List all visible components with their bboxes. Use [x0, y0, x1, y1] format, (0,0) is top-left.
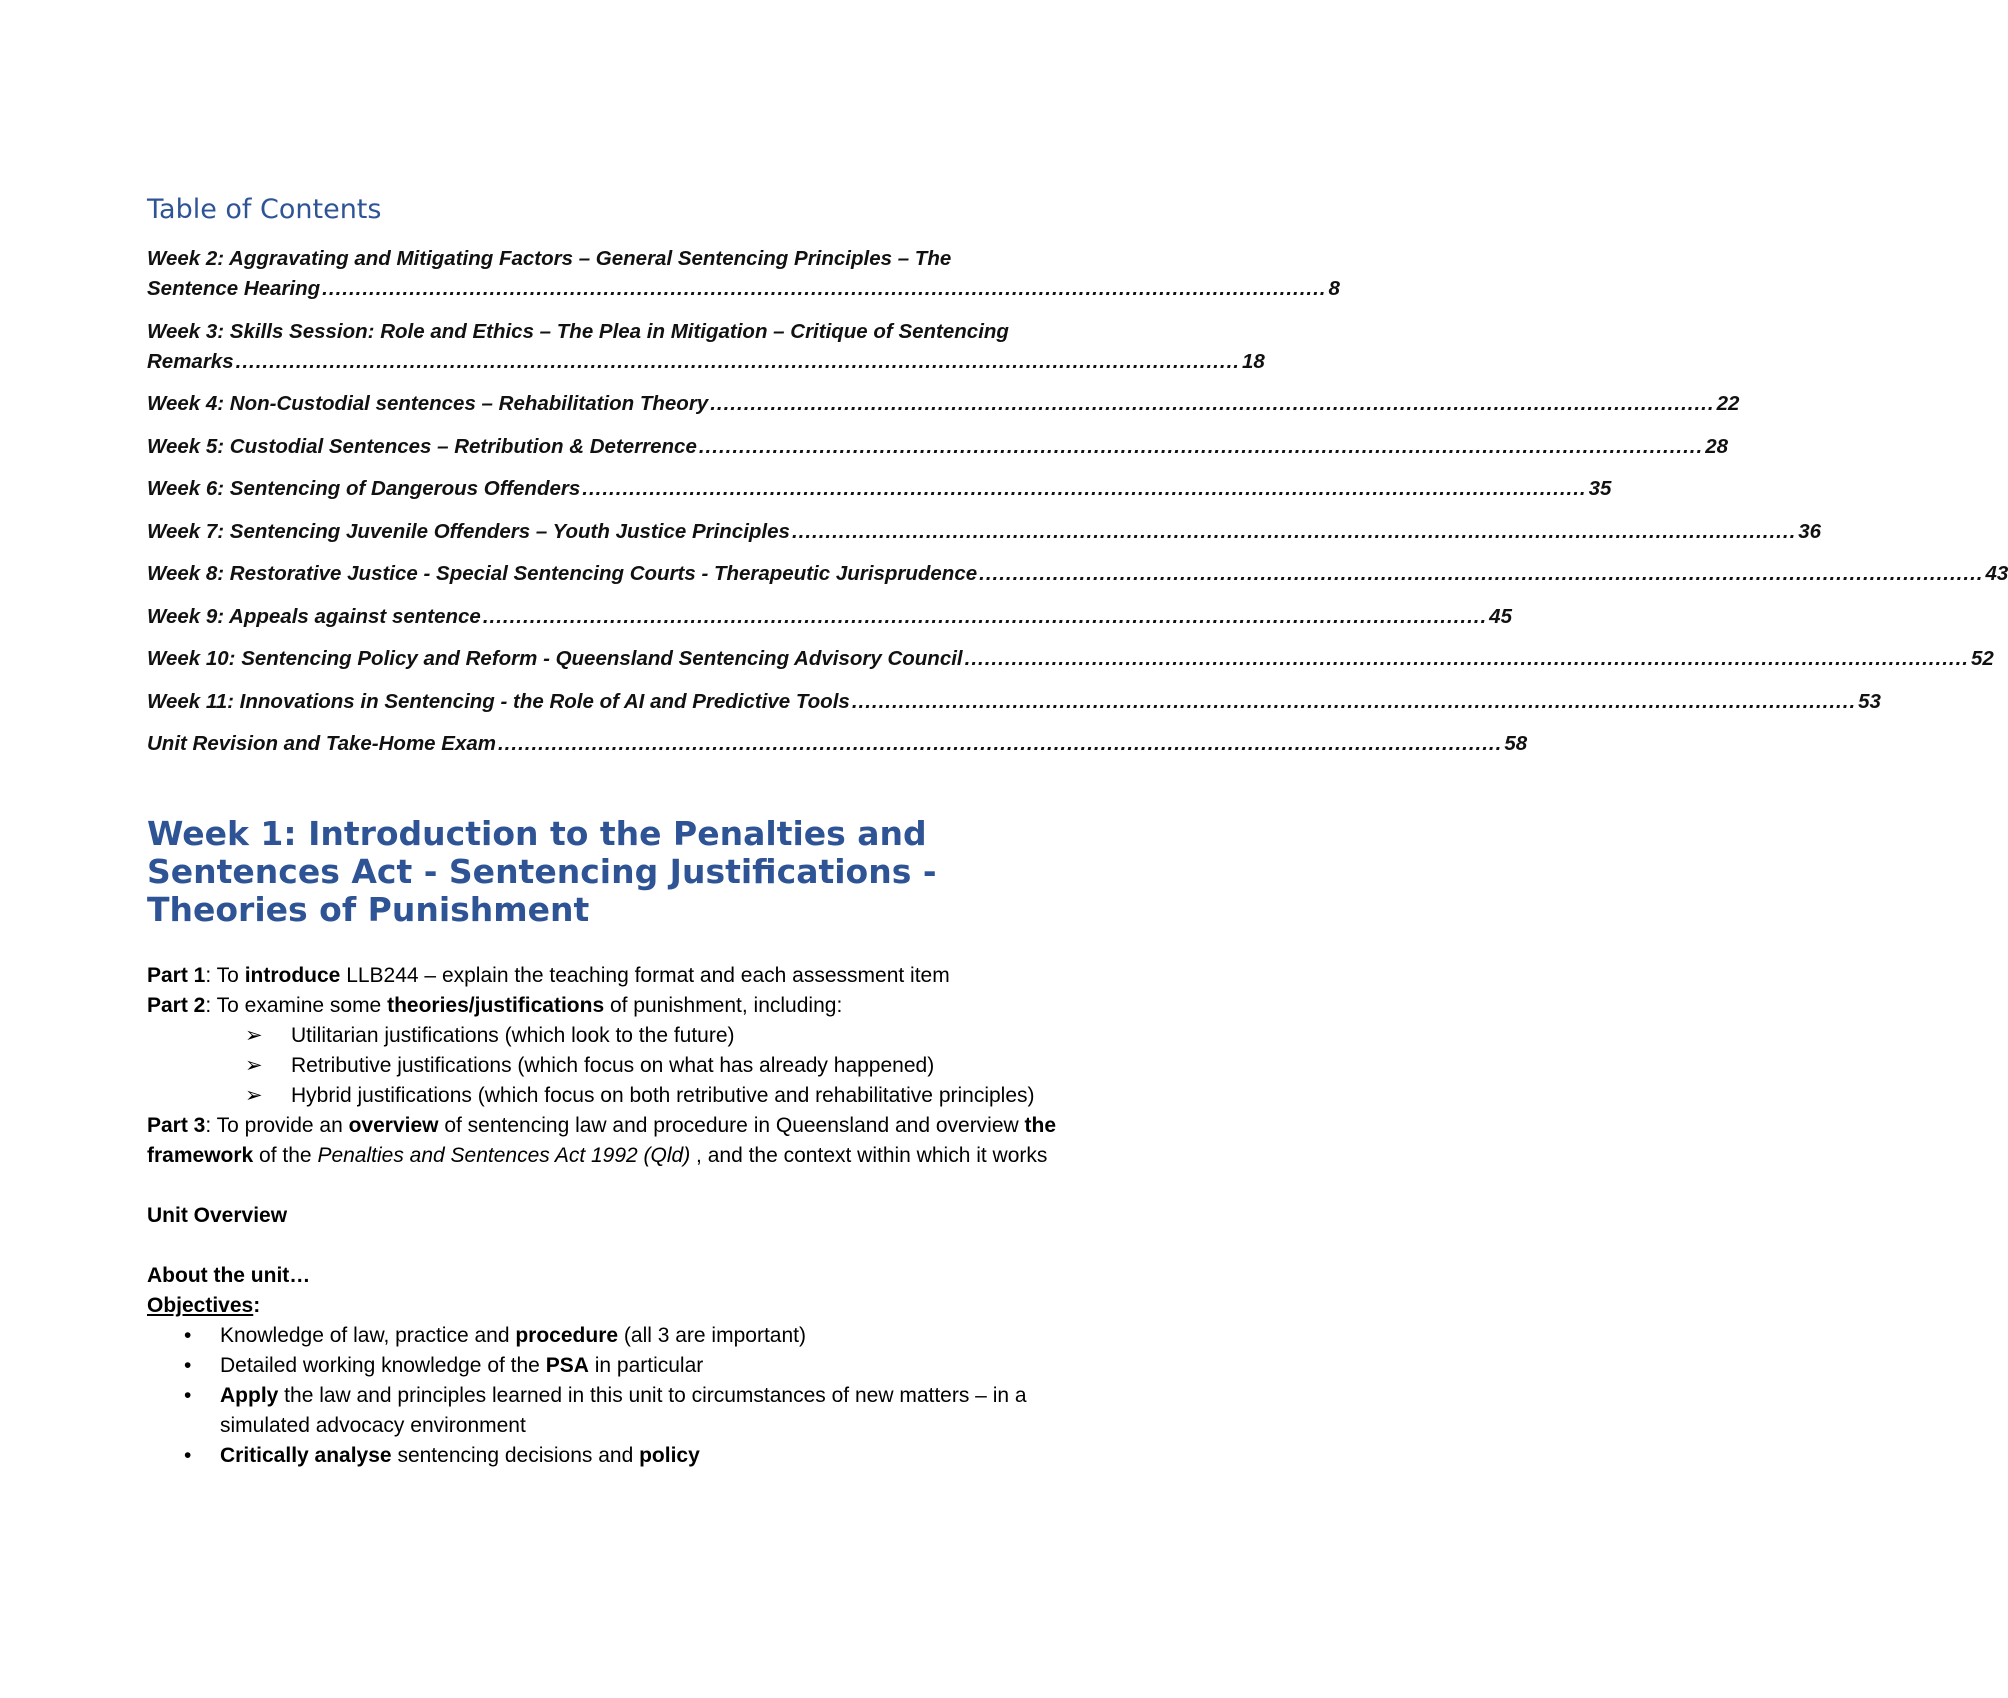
objectives-heading	[147, 1291, 1057, 1321]
list-item	[184, 1441, 1057, 1471]
text-run: , and the context within which it works	[690, 1144, 1048, 1167]
part-2-paragraph	[147, 991, 1057, 1021]
text-run-bold: overview	[348, 1114, 439, 1137]
week-1-heading: Week 1: Introduction to the Penalties and Sentences Act - Sentencing Justifications - Theories of Punishment	[147, 814, 937, 929]
text-run: in particular	[588, 1354, 704, 1377]
toc-leader-dots: ......................................................................................................................................................	[851, 689, 1857, 713]
part-label: Part 3	[147, 1114, 206, 1137]
table-of-contents	[147, 244, 2008, 772]
toc-page-number: 18	[1241, 349, 1265, 373]
toc-leader-dots: ......................................................................................................................................................	[322, 277, 1327, 300]
text-run: of punishment, including:	[604, 994, 843, 1017]
bullet-icon: •	[184, 1354, 192, 1377]
toc-entry-week-5[interactable]	[147, 432, 1729, 462]
act-title: Penalties and Sentences Act 1992 (Qld)	[317, 1144, 691, 1167]
bullet-icon: •	[184, 1324, 192, 1347]
toc-page-number: 28	[1705, 434, 1729, 458]
list-item-text: Retributive justifications (which focus on what has already happened)	[291, 1054, 935, 1077]
toc-leader-dots: ......................................................................................................................................................	[964, 647, 1969, 670]
unit-overview-heading: Unit Overview	[147, 1204, 288, 1227]
text-run: : To provide an	[205, 1114, 349, 1137]
toc-entry-week-3[interactable]	[147, 317, 1265, 377]
text-run-bold: the framework	[147, 1114, 1057, 1167]
text-run-bold: theories/justifications	[387, 994, 605, 1017]
toc-entry-week-8[interactable]	[147, 559, 2008, 589]
toc-leader-dots: ......................................................................................................................................................	[497, 732, 1503, 755]
text-run: the law and principles learned in this unit to circumstances of new matters – in a simulated advocacy environment	[220, 1384, 1027, 1437]
toc-entry-title: Week 6: Sentencing of Dangerous Offenders	[147, 477, 581, 500]
toc-entry-week-4[interactable]	[147, 389, 1740, 419]
toc-page-number: 43	[1985, 562, 2008, 585]
toc-entry-title: Week 10: Sentencing Policy and Reform - Queensland Sentencing Advisory Council	[147, 647, 963, 670]
toc-entry-title: Week 7: Sentencing Juvenile Offenders – Youth Justice Principles	[147, 519, 790, 543]
toc-entry-week-7[interactable]	[147, 517, 1822, 547]
text-run: of the	[253, 1144, 318, 1167]
toc-entry-title-line1: Week 3: Skills Session: Role and Ethics – The Plea in Mitigation – Critique of Sentencing	[147, 319, 1009, 343]
list-item	[245, 1081, 1057, 1111]
objectives-colon: :	[253, 1294, 261, 1317]
toc-page-number: 58	[1504, 732, 1528, 755]
objectives-list	[147, 1321, 1057, 1471]
list-item	[184, 1381, 1057, 1441]
list-item	[184, 1321, 1057, 1351]
text-run: sentencing decisions and	[391, 1444, 640, 1467]
toc-entry-week-9[interactable]	[147, 602, 1512, 632]
list-item-text: Utilitarian justifications (which look to the future)	[291, 1024, 735, 1047]
toc-page-number: 35	[1588, 477, 1612, 500]
list-item	[184, 1351, 1057, 1381]
text-run: : To	[205, 964, 245, 987]
text-run-bold: PSA	[545, 1354, 589, 1377]
toc-entry-title: Week 5: Custodial Sentences – Retribution & Deterrence	[147, 434, 697, 458]
text-run-bold: policy	[639, 1444, 700, 1467]
arrow-bullet-icon: ➢	[245, 1054, 263, 1077]
toc-entry-title: Week 11: Innovations in Sentencing - the Role of AI and Predictive Tools	[147, 689, 850, 713]
list-item	[245, 1051, 1057, 1081]
toc-entry-title: Week 9: Appeals against sentence	[147, 604, 481, 628]
text-run: LLB244 – explain the teaching format and each assessment item	[340, 964, 950, 987]
toc-page-number: 22	[1716, 392, 1740, 415]
part-1-paragraph	[147, 961, 1057, 991]
toc-leader-dots: ......................................................................................................................................................	[582, 477, 1587, 500]
toc-entry-week-11[interactable]	[147, 687, 1881, 717]
text-run: Knowledge of law, practice and	[220, 1324, 516, 1347]
objectives-label: Objectives	[147, 1294, 254, 1317]
toc-entry-title: Week 4: Non-Custodial sentences – Rehabilitation Theory	[147, 392, 709, 415]
toc-entry-unit-revision[interactable]	[147, 729, 1528, 759]
list-item-text: Hybrid justifications (which focus on both retributive and rehabilitative principles)	[291, 1084, 1035, 1107]
toc-entry-title-line2: Sentence Hearing	[147, 277, 321, 300]
toc-entry-title-line2: Remarks	[147, 349, 234, 373]
toc-entry-week-6[interactable]	[147, 474, 1612, 504]
toc-page-number: 45	[1489, 604, 1512, 628]
part-label: Part 1	[147, 964, 206, 987]
about-unit-heading: About the unit…	[147, 1264, 311, 1287]
text-run-bold: Critically analyse	[220, 1444, 392, 1467]
part-label: Part 2	[147, 994, 206, 1017]
toc-entry-title: Week 8: Restorative Justice - Special Sentencing Courts - Therapeutic Jurisprudence	[147, 562, 978, 585]
toc-entry-week-2[interactable]	[147, 244, 1340, 304]
toc-leader-dots: ......................................................................................................................................................	[235, 349, 1240, 373]
toc-leader-dots: ......................................................................................................................................................	[979, 562, 1984, 585]
part-3-paragraph	[147, 1111, 1057, 1171]
toc-page-number: 8	[1328, 277, 1340, 300]
toc-entry-title-line1: Week 2: Aggravating and Mitigating Factors – General Sentencing Principles – The	[147, 247, 952, 270]
toc-leader-dots: ......................................................................................................................................................	[710, 392, 1715, 415]
toc-entry-week-10[interactable]	[147, 644, 1994, 674]
arrow-bullet-icon: ➢	[245, 1084, 263, 1107]
arrow-bullet-icon: ➢	[245, 1024, 263, 1047]
toc-leader-dots: ......................................................................................................................................................	[482, 604, 1488, 628]
toc-heading: Table of Contents	[147, 194, 382, 225]
list-item	[245, 1021, 1057, 1051]
text-run-bold: Apply	[220, 1384, 279, 1407]
text-run: : To examine some	[205, 994, 388, 1017]
text-run-bold: procedure	[515, 1324, 619, 1347]
bullet-icon: •	[184, 1384, 192, 1407]
toc-entry-title: Unit Revision and Take-Home Exam	[147, 732, 496, 755]
text-run: (all 3 are important)	[618, 1324, 806, 1347]
text-run: of sentencing law and procedure in Queensland and overview	[438, 1114, 1025, 1137]
toc-page-number: 52	[1970, 647, 1994, 670]
week-1-body	[147, 961, 1057, 1471]
toc-leader-dots: ......................................................................................................................................................	[791, 519, 1797, 543]
toc-page-number: 36	[1798, 519, 1822, 543]
toc-page-number: 53	[1858, 689, 1881, 713]
text-run-bold: introduce	[244, 964, 341, 987]
bullet-icon: •	[184, 1444, 192, 1467]
toc-leader-dots: ......................................................................................................................................................	[698, 434, 1704, 458]
justifications-list	[147, 1021, 1057, 1111]
text-run: Detailed working knowledge of the	[220, 1354, 546, 1377]
